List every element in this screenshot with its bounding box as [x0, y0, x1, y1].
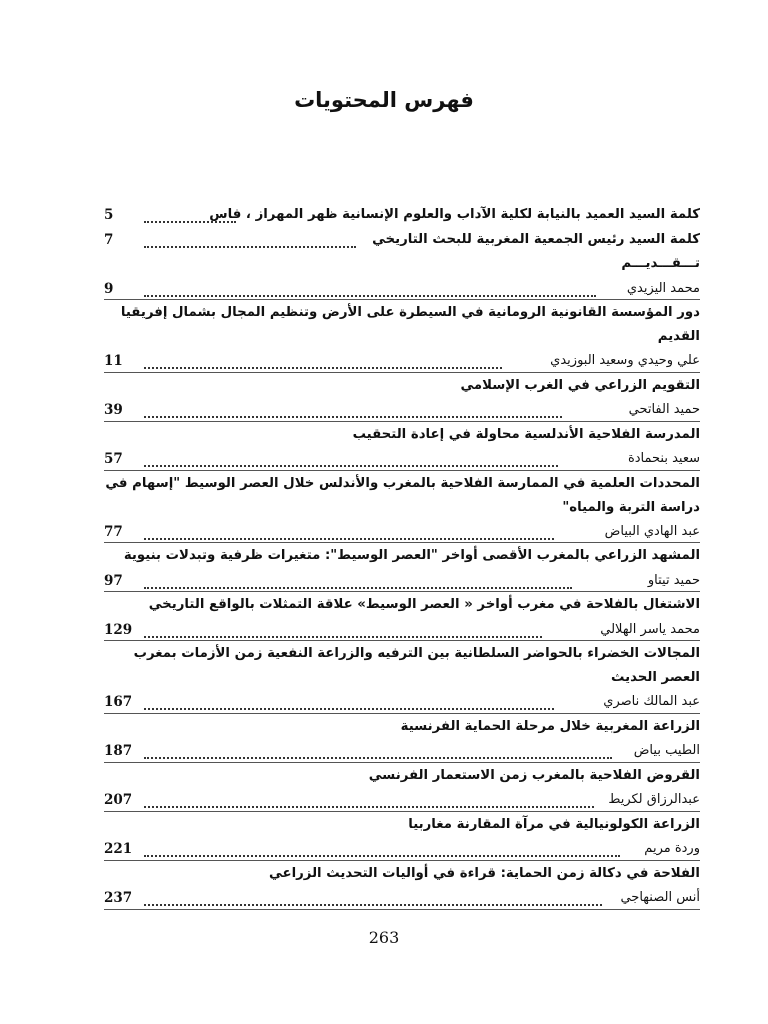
entry-title: كلمة السيد رئيس الجمعية المغربية للبحث التاريخي: [372, 231, 700, 247]
page-title: فهرس المحتويات: [294, 88, 474, 112]
toc-section-heading: [104, 252, 700, 277]
page-number: 207: [104, 792, 133, 808]
toc-section-heading: [104, 715, 700, 740]
toc-section-heading: [104, 472, 700, 520]
toc-author-row: [104, 277, 700, 302]
section-title: تـــقـــديـــم: [621, 256, 700, 271]
dot-leader: [144, 577, 572, 589]
dot-leader: [144, 698, 554, 710]
divider: [104, 372, 700, 373]
toc-author-row: [104, 837, 700, 862]
author-name: علي وحيدي وسعيد البوزيدي: [550, 353, 700, 368]
author-name: سعيد بنحمادة: [627, 451, 700, 466]
divider: [104, 909, 700, 910]
table-of-contents: [104, 203, 700, 911]
dot-leader: [144, 894, 602, 906]
page-number: 221: [104, 841, 133, 857]
section-title: القروض الفلاحية بالمغرب زمن الاستعمار الفرنسي: [368, 767, 700, 783]
toc-section-heading: [104, 423, 700, 448]
section-title: دور المؤسسة القانونية الرومانية في السيطرة على الأرض وتنظيم المجال بشمال إفريقيا القديم: [120, 305, 700, 344]
divider: [104, 811, 700, 812]
dot-leader: [144, 845, 620, 857]
page-number: 57: [104, 451, 123, 467]
author-name: أنس الصنهاجي: [620, 890, 700, 905]
dot-leader: [144, 406, 562, 418]
author-name: محمد اليزيدي: [626, 280, 700, 296]
page-number-footer: 263: [368, 928, 400, 947]
toc-author-row: [104, 739, 700, 764]
section-title: الزراعة المغربية خلال مرحلة الحماية الفرنسية: [400, 718, 700, 734]
toc-section-heading: [104, 301, 700, 349]
author-name: حميد تيتاو: [647, 572, 700, 588]
author-name: الطيب بياض: [633, 743, 700, 758]
toc-section-heading: [104, 813, 700, 838]
page-number: 237: [104, 890, 133, 906]
section-title: المجالات الخضراء بالحواضر السلطانية بين الترفيه والزراعة النفعية زمن الأزمات بمغرب العصر الحديث: [133, 646, 700, 685]
section-title: الاشتغال بالفلاحة في مغرب أواخر « العصر الوسيط» علاقة التمثلات بالواقع التاريخي: [148, 597, 700, 612]
toc-entry: [104, 228, 700, 253]
dot-leader: [144, 747, 612, 759]
section-title: التقويم الزراعي في الغرب الإسلامي: [460, 377, 700, 393]
toc-section-heading: [104, 764, 700, 789]
dot-leader: [144, 357, 502, 369]
toc-author-row: [104, 569, 700, 594]
toc-section-heading: [104, 374, 700, 399]
toc-author-row: [104, 690, 700, 715]
toc-author-row: [104, 520, 700, 545]
divider: [104, 860, 700, 861]
divider: [104, 542, 700, 543]
page-number: 11: [104, 353, 123, 369]
section-title: الزراعة الكولونيالية في مرآة المقارنة مغاربيا: [408, 816, 700, 832]
dot-leader: [144, 626, 542, 638]
dot-leader: [144, 455, 558, 467]
divider: [104, 640, 700, 641]
page-number: 77: [104, 523, 123, 540]
author-name: عبد الهادي البياض: [604, 523, 700, 539]
toc-section-heading: [104, 544, 700, 569]
page-number: 167: [104, 694, 133, 710]
section-title: المشهد الزراعي بالمغرب الأقصى أواخر "العصر الوسيط": متغيرات ظرفية وتبدلات بنيوية: [123, 548, 700, 563]
dot-leader: [144, 796, 594, 808]
page-number: 5: [104, 207, 114, 223]
dot-leader: [144, 285, 596, 297]
section-title: المدرسة الفلاحية الأندلسية محاولة في إعادة التحقيب: [352, 426, 700, 442]
toc-author-row: [104, 618, 700, 643]
toc-section-heading: [104, 862, 700, 887]
section-title: الفلاحة في دكالة زمن الحماية: قراءة في أواليات التحديث الزراعي: [269, 865, 700, 881]
toc-author-row: [104, 349, 700, 374]
toc-author-row: [104, 398, 700, 423]
divider: [104, 591, 700, 592]
toc-section-heading: [104, 642, 700, 690]
toc-author-row: [104, 886, 700, 911]
divider: [104, 421, 700, 422]
dot-leader: [144, 236, 356, 248]
entry-title: كلمة السيد العميد بالنيابة لكلية الآداب والعلوم الإنسانية ظهر المهراز ، فاس: [209, 207, 700, 222]
toc-author-row: [104, 447, 700, 472]
divider: [104, 299, 700, 300]
page-number: 187: [104, 743, 133, 759]
page-number: 97: [104, 572, 123, 589]
divider: [104, 762, 700, 763]
dot-leader: [144, 211, 236, 223]
toc-entry: [104, 203, 700, 228]
author-name: عبد المالك ناصري: [603, 694, 700, 709]
toc-author-row: [104, 788, 700, 813]
divider: [104, 470, 700, 471]
author-name: محمد ياسر الهلالي: [600, 621, 700, 637]
page-number: 9: [104, 280, 114, 297]
author-name: عبدالرزاق لكريط: [608, 792, 700, 807]
page-number: 39: [104, 402, 123, 418]
dot-leader: [144, 528, 554, 540]
author-name: وردة مريم: [644, 841, 700, 856]
section-title: المحددات العلمية في الممارسة الفلاحية بالمغرب والأندلس خلال العصر الوسيط "إسهام في دراسة التربة والمياه": [105, 475, 700, 515]
page-number: 129: [104, 621, 133, 638]
divider: [104, 713, 700, 714]
author-name: حميد الفاتحي: [628, 402, 700, 417]
toc-section-heading: [104, 593, 700, 618]
page-number: 7: [104, 231, 114, 248]
